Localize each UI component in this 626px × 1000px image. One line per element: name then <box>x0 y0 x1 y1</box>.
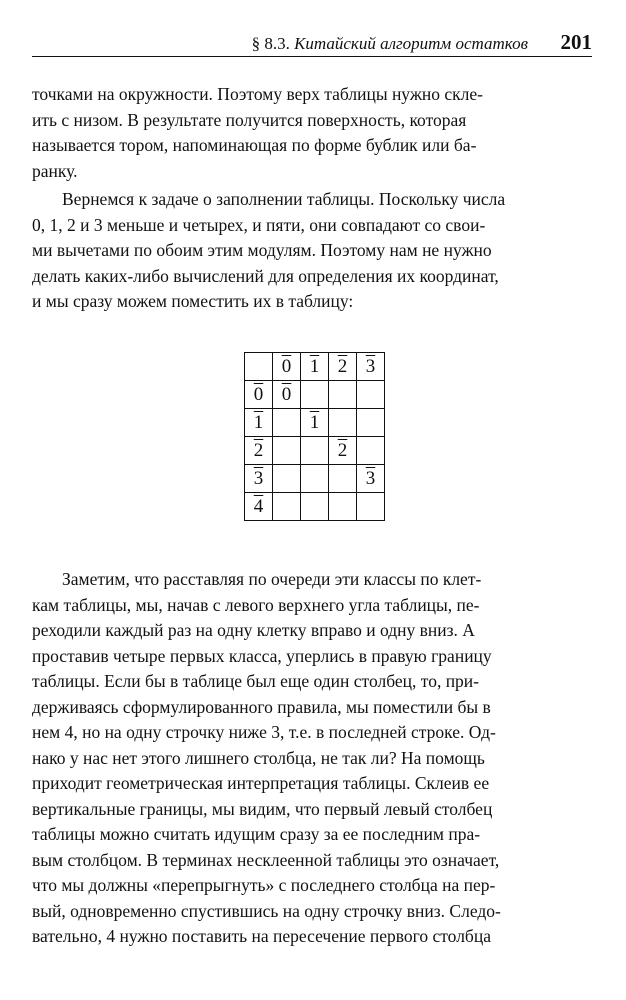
table-cell <box>357 381 385 409</box>
row-header <box>245 493 273 521</box>
table-row <box>245 493 385 521</box>
text-line: таблицы можно считать идущим сразу за ее последним пра- <box>32 824 481 844</box>
residue-table <box>244 352 385 521</box>
text-line: ранку. <box>32 160 78 181</box>
table-cell <box>357 465 385 493</box>
row-header-label: 0 <box>253 383 264 405</box>
table-cell <box>357 493 385 521</box>
table-cell <box>329 409 357 437</box>
cell-value: 1 <box>309 411 320 433</box>
section-number: § 8.3. <box>251 34 290 53</box>
table-cell <box>329 437 357 465</box>
text-line: называется тором, напоминающая по форме бублик или ба- <box>32 135 477 155</box>
paragraph-3 <box>32 567 592 950</box>
text-line: ить с низом. В результате получится поверхность, которая <box>32 109 467 130</box>
row-header-label: 4 <box>253 495 264 517</box>
row-header <box>245 437 273 465</box>
table-cell <box>301 381 329 409</box>
table-cell <box>273 437 301 465</box>
cell-value: 2 <box>337 439 348 461</box>
table-cell <box>357 409 385 437</box>
table-cell <box>273 493 301 521</box>
cell-value: 3 <box>365 467 376 489</box>
column-header <box>301 353 329 381</box>
table-header-row <box>245 353 385 381</box>
corner-cell <box>245 353 273 381</box>
section-title: Китайский алгоритм остатков <box>294 34 528 53</box>
column-header-label: 1 <box>309 355 320 377</box>
column-header <box>329 353 357 381</box>
column-header <box>273 353 301 381</box>
table-row <box>245 381 385 409</box>
table-cell <box>329 381 357 409</box>
row-header-label: 1 <box>253 411 264 433</box>
text-line: приходит геометрическая интерпретация таблицы. Склеив ее <box>32 773 490 793</box>
text-line: ми вычетами по обоим этим модулям. Поэтому нам не нужно <box>32 240 492 260</box>
table-cell <box>357 437 385 465</box>
table-row <box>245 409 385 437</box>
table-cell <box>301 465 329 493</box>
row-header <box>245 409 273 437</box>
text-line: нем 4, но на одну строчку ниже 3, т.е. в последней строке. Од- <box>32 722 496 742</box>
table-cell <box>273 409 301 437</box>
text-line: что мы должны «перепрыгнуть» с последнего столбца на пер- <box>32 875 496 895</box>
row-header <box>245 465 273 493</box>
table-row <box>245 437 385 465</box>
text-line: и мы сразу можем поместить их в таблицу: <box>32 291 354 311</box>
column-header-label: 0 <box>281 355 292 377</box>
text-line: нако у нас нет этого лишнего столбца, не так ли? На помощь <box>32 747 485 768</box>
row-header <box>245 381 273 409</box>
table-cell <box>273 381 301 409</box>
text-line: Вернемся к задаче о заполнении таблицы. Поскольку числа <box>62 189 506 209</box>
paragraph-2 <box>32 187 592 315</box>
text-line: 0, 1, 2 и 3 меньше и четырех, и пяти, они совпадают со свои- <box>32 214 486 235</box>
text-line: делать каких-либо вычислений для определения их координат, <box>32 265 499 286</box>
column-header-label: 2 <box>337 355 348 377</box>
page-number: 201 <box>560 30 592 54</box>
row-header-label: 3 <box>253 467 264 489</box>
text-line: вательно, 4 нужно поставить на пересечение первого столбца <box>32 926 491 946</box>
text-line: вертикальные границы, мы видим, что первый левый столбец <box>32 798 493 819</box>
column-header-label: 3 <box>365 355 376 377</box>
section-heading <box>252 34 528 54</box>
table-cell <box>273 465 301 493</box>
running-header <box>32 30 592 57</box>
text-line: Заметим, что расставляя по очереди эти классы по клет- <box>62 569 482 589</box>
table-cell <box>329 493 357 521</box>
text-line: точками на окружности. Поэтому верх таблицы нужно скле- <box>32 84 484 104</box>
cell-value: 0 <box>281 383 292 405</box>
text-line: кам таблицы, мы, начав с левого верхнего угла таблицы, пе- <box>32 594 480 615</box>
text-line: вым столбцом. В терминах несклеенной таблицы это означает, <box>32 849 500 870</box>
text-line: реходили каждый раз на одну клетку вправо и одну вниз. А <box>32 620 475 640</box>
column-header <box>357 353 385 381</box>
row-header-label: 2 <box>253 439 264 461</box>
table-row <box>245 465 385 493</box>
text-line: вый, одновременно спустившись на одну строчку вниз. Следо- <box>32 900 501 921</box>
paragraph-1 <box>32 82 592 184</box>
text-line: проставив четыре первых класса, уперлись в правую границу <box>32 645 492 666</box>
table-cell <box>329 465 357 493</box>
table-cell <box>301 493 329 521</box>
text-line: таблицы. Если бы в таблице был еще один столбец, то, при- <box>32 671 480 691</box>
text-line: держиваясь сформулированного правила, мы поместили бы в <box>32 696 491 717</box>
table-cell <box>301 437 329 465</box>
table-cell <box>301 409 329 437</box>
